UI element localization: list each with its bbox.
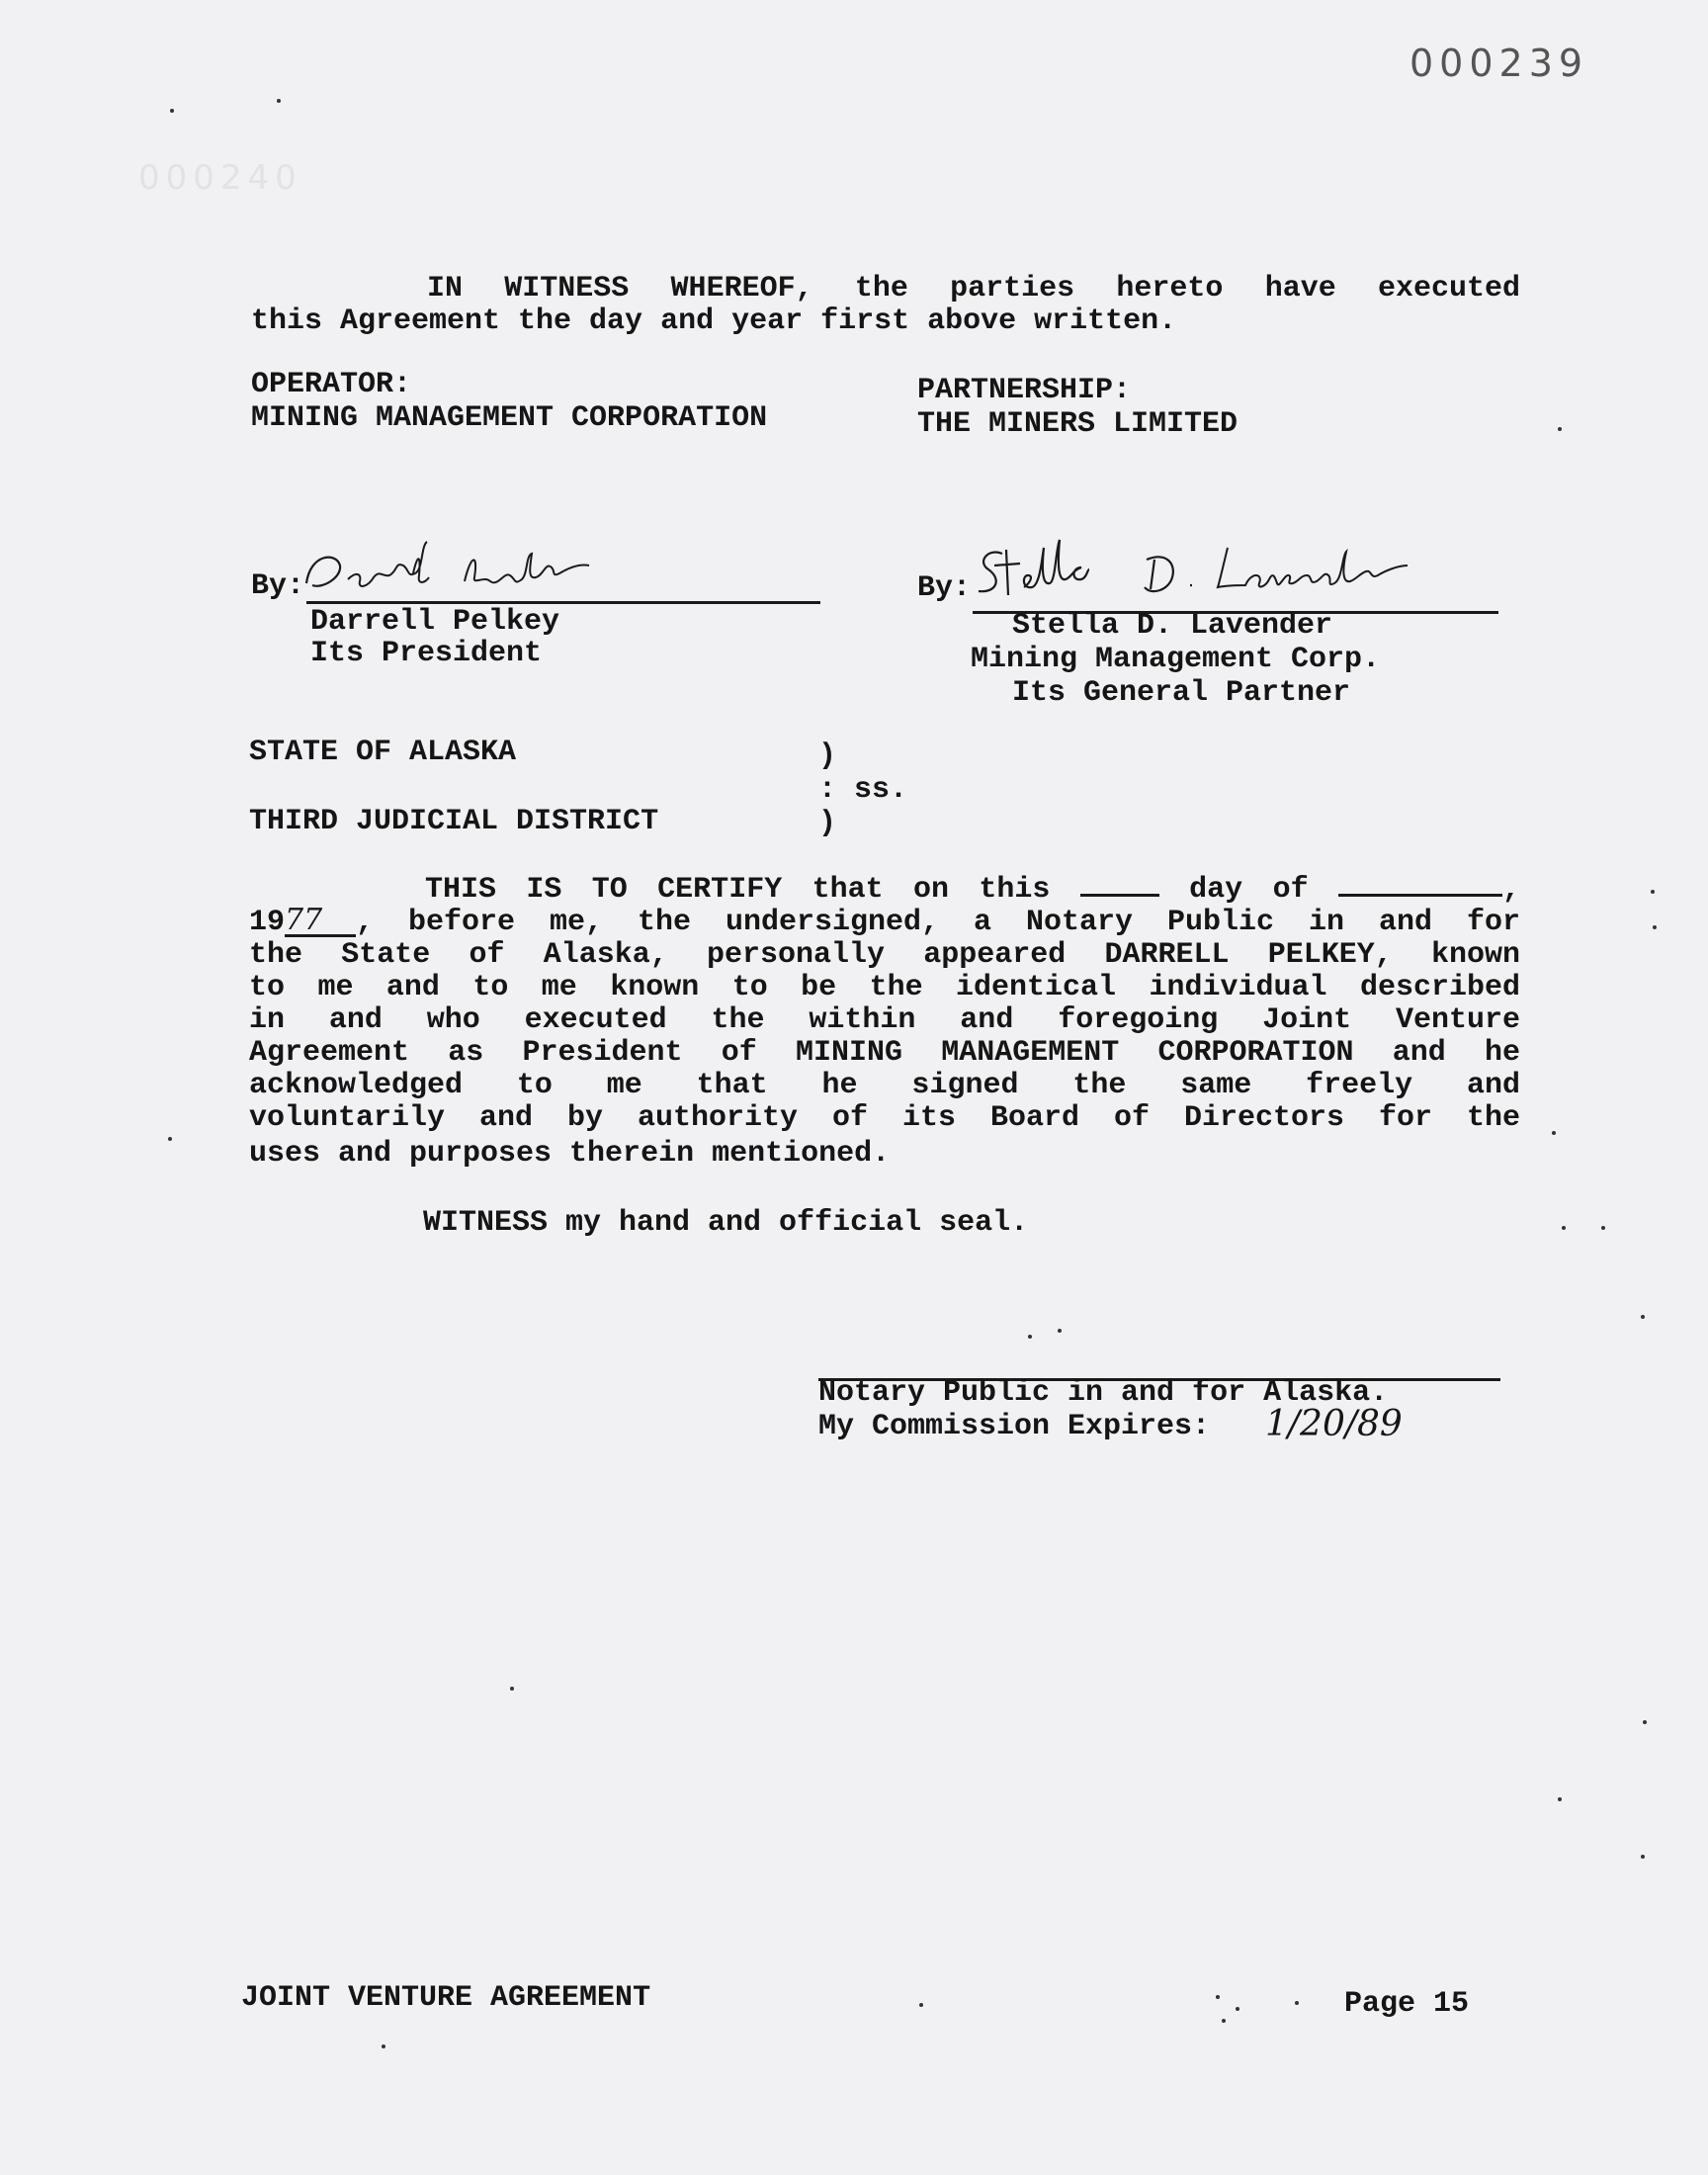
- partnership-signature: [973, 532, 1447, 611]
- partnership-label: PARTNERSHIP:: [917, 374, 1132, 407]
- operator-by-label: By:: [251, 569, 305, 603]
- scan-speck: [382, 2044, 385, 2048]
- partnership-signer-name: Stella D. Lavender: [1012, 609, 1333, 643]
- footer-title: JOINT VENTURE AGREEMENT: [241, 1981, 651, 2015]
- scan-speck: [1641, 1315, 1645, 1319]
- certify-tail: ,: [1501, 873, 1520, 907]
- certify-day-blank: [1080, 894, 1159, 897]
- operator-signer-name: Darrell Pelkey: [310, 605, 560, 639]
- operator-name: MINING MANAGEMENT CORPORATION: [251, 401, 768, 435]
- certify-year-fill: 77: [285, 907, 356, 937]
- scan-speck: [1651, 890, 1655, 894]
- scan-speck: [1641, 1855, 1645, 1859]
- scan-speck: [1601, 1226, 1605, 1230]
- scan-speck: [168, 1137, 172, 1141]
- certify-line-2-rest: , before me, the undersigned, a Notary Public in and for: [356, 906, 1520, 939]
- scan-speck: [1236, 2007, 1239, 2011]
- scan-speck: [1295, 2001, 1299, 2005]
- certification-line-8: voluntarily and by authority of its Board of Directors for the: [249, 1101, 1520, 1135]
- commission-label: My Commission Expires:: [818, 1410, 1211, 1443]
- certification-line-5: in and who executed the within and foregoing Joint Venture: [249, 1003, 1520, 1037]
- witness-clause-line-2: this Agreement the day and year first above written.: [251, 304, 1177, 338]
- scan-speck: [919, 2003, 923, 2007]
- venue-state: STATE OF ALASKA: [249, 736, 517, 769]
- operator-signature: [297, 544, 712, 603]
- certify-lead: THIS IS TO CERTIFY that on this: [425, 873, 1051, 907]
- scan-speck: [1058, 1329, 1062, 1333]
- partnership-signer-title: Its General Partner: [1012, 676, 1351, 710]
- certify-mid: day of: [1189, 873, 1309, 907]
- commission-date: 1/20/89: [1265, 1404, 1403, 1444]
- certification-last-line: uses and purposes therein mentioned.: [249, 1137, 891, 1171]
- certify-year-prefix: 19: [249, 906, 286, 939]
- scan-speck: [1552, 1131, 1556, 1135]
- faint-bates-stamp: 000240: [138, 158, 302, 198]
- operator-signer-title: Its President: [310, 637, 543, 670]
- certification-line-2: [249, 903, 1520, 939]
- bates-stamp: 000239: [1409, 42, 1589, 85]
- certification-line-3: the State of Alaska, personally appeared DARRELL PELKEY, known: [249, 938, 1520, 972]
- venue-paren-bottom: ): [818, 807, 837, 840]
- certification-line-1: [425, 874, 1520, 907]
- venue-district: THIRD JUDICIAL DISTRICT: [249, 805, 659, 838]
- scan-speck: [1558, 1797, 1562, 1801]
- certification-line-4: to me and to me known to be the identical individual described: [249, 971, 1520, 1004]
- scan-speck: [277, 99, 281, 103]
- certification-line-7: acknowledged to me that he signed the same freely and: [249, 1069, 1520, 1102]
- witness-seal-line: WITNESS my hand and official seal.: [423, 1206, 1029, 1240]
- scan-speck: [1222, 2019, 1226, 2023]
- notary-line: Notary Public in and for Alaska.: [818, 1376, 1389, 1410]
- partnership-name: THE MINERS LIMITED: [917, 407, 1238, 441]
- scan-speck: [1653, 925, 1657, 929]
- scan-speck: [170, 109, 174, 113]
- scan-speck: [1216, 1995, 1220, 1999]
- operator-label: OPERATOR:: [251, 368, 412, 401]
- witness-clause-line-1: IN WITNESS WHEREOF, the parties hereto have executed: [427, 272, 1520, 305]
- scan-speck: [510, 1687, 514, 1691]
- partnership-by-label: By:: [917, 571, 972, 605]
- scan-speck: [1562, 1226, 1566, 1230]
- certify-month-blank: [1338, 894, 1502, 897]
- certification-line-6: Agreement as President of MINING MANAGEMENT CORPORATION and he: [249, 1036, 1520, 1070]
- scan-speck: [1558, 427, 1562, 431]
- venue-ss: : ss.: [818, 773, 908, 807]
- partnership-signer-org: Mining Management Corp.: [971, 643, 1381, 676]
- scan-speck: [1643, 1720, 1647, 1724]
- operator-signature-line: [306, 601, 820, 604]
- venue-paren-top: ): [818, 740, 837, 773]
- footer-page-number: Page 15: [1344, 1987, 1470, 2021]
- scan-speck: [1028, 1335, 1032, 1339]
